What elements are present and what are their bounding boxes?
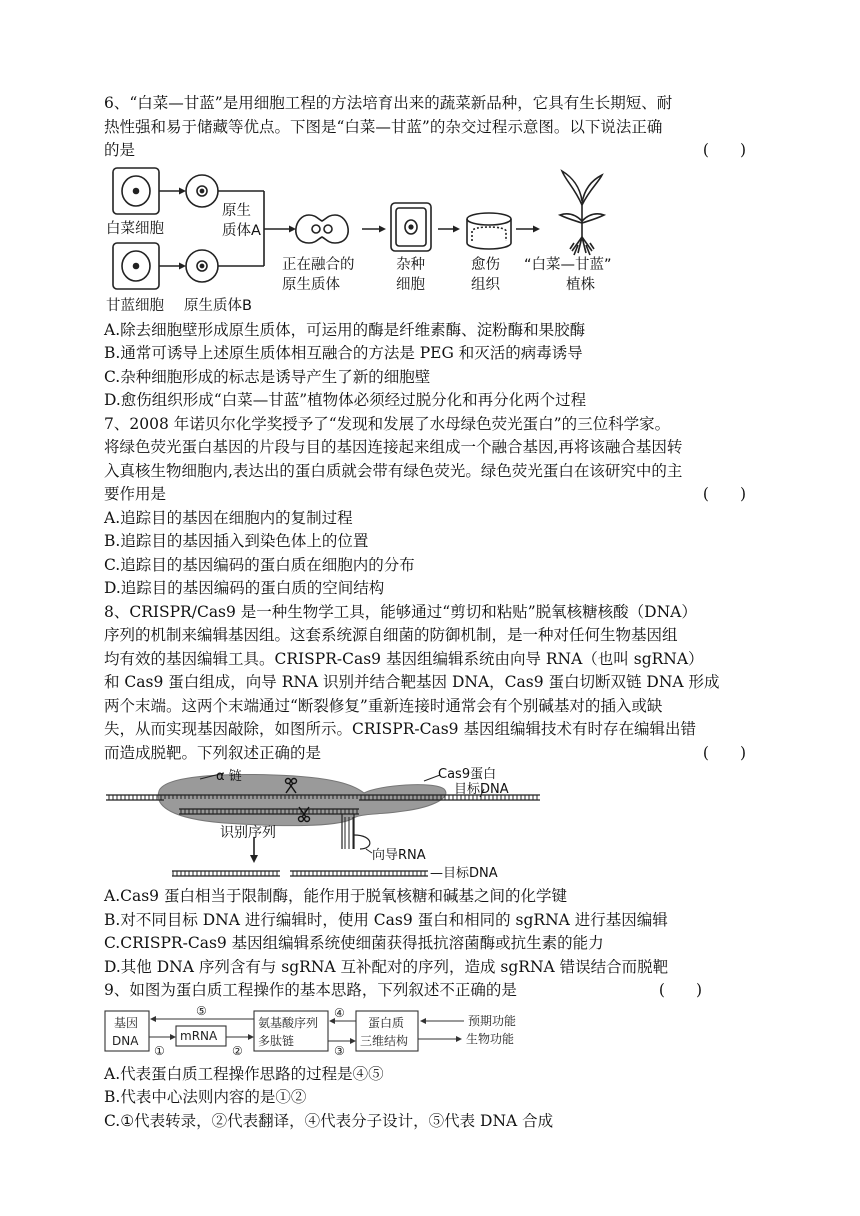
q8-stem-line-5: 两个末端。这两个末端通过“断裂修复”重新连接时通常会有个别碱基对的插入或缺 — [104, 696, 663, 715]
label-cabbage-cell: 白菜细胞 — [106, 220, 164, 237]
q6-stem-line-2: 热性强和易于储藏等优点。下图是“白菜—甘蓝”的杂交过程示意图。以下说法正确 — [104, 117, 663, 136]
label-bio-function: 生物功能 — [466, 1031, 515, 1046]
step-3-label: ③ — [334, 1043, 345, 1058]
question-8 — [104, 601, 754, 980]
q7-answer-blank: ( ) — [702, 485, 746, 503]
q6-stem-line-3 — [104, 139, 754, 163]
q8-option-b: B.对不同目标 DNA 进行编辑时，使用 Cas9 蛋白和相同的 sgRNA 进行基因编辑 — [104, 910, 668, 929]
q8-option-c: C.CRISPR-Cas9 基因组编辑系统使细菌获得抵抗溶菌酶或抗生素的能力 — [104, 934, 604, 952]
label-hybrid-2: 细胞 — [396, 276, 425, 293]
q7-option-b: B.追踪目的基因插入到染色体上的位置 — [104, 532, 369, 550]
q6-option-a: A.除去细胞壁形成原生质体，可运用的酶是纤维素酶、淀粉酶和果胶酶 — [104, 320, 586, 339]
label-target-dna: 目标DNA — [454, 782, 509, 797]
box-protein-1: 蛋白质 — [368, 1015, 405, 1030]
q8-figure-svg — [104, 767, 754, 883]
q9-option-c: C.①代表转录，②代表翻译，④代表分子设计，⑤代表 DNA 合成 — [104, 1111, 554, 1130]
label-callus-1: 愈伤 — [471, 256, 500, 273]
box-aa-2: 多肽链 — [258, 1033, 295, 1048]
label-kale-cell: 甘蓝细胞 — [106, 297, 164, 314]
q9-stem-text: 9、如图为蛋白质工程操作的基本思路，下列叙述不正确的是 — [104, 981, 517, 999]
q6-stem-line-1: 6、“白菜—甘蓝”是用细胞工程的方法培育出来的蔬菜新品种，它具有生长期短、耐 — [104, 94, 673, 112]
q8-stem-line-4: 和 Cas9 蛋白组成，向导 RNA 识别并结合靶基因 DNA，Cas9 蛋白切断双链 DNA 形成 — [104, 673, 720, 691]
q7-stem-line-4 — [104, 483, 754, 507]
q8-stem-line-2: 序列的机制来编辑基因组。这套系统源自细菌的防御机制，是一种对任何生物基因组 — [104, 626, 678, 644]
label-fusing-1: 正在融合的 — [282, 256, 355, 273]
exam-page — [104, 92, 754, 1133]
plant-shape — [560, 171, 604, 255]
label-plant-1: “白菜—甘蓝” — [524, 256, 612, 273]
step-5-label: ⑤ — [196, 1004, 207, 1018]
step-1-label: ① — [154, 1043, 165, 1058]
q6-option-d: D.愈伤组织形成“白菜—甘蓝”植物体必须经过脱分化和再分化两个过程 — [104, 391, 587, 409]
box-gene-1: 基因 — [114, 1015, 139, 1030]
q9-answer-blank: ( ) — [658, 981, 702, 999]
label-cas9: Cas9蛋白 — [438, 767, 497, 782]
box-protein-2: 三维结构 — [360, 1033, 409, 1048]
label-alpha-chain: α 链 — [216, 769, 242, 784]
q8-crispr-figure — [104, 767, 754, 883]
q9-protein-engineering-figure — [104, 1005, 754, 1061]
label-expected-function: 预期功能 — [468, 1013, 517, 1028]
label-recognition: 识别序列 — [220, 825, 276, 841]
callus-dish-shape — [467, 213, 511, 225]
question-9 — [104, 979, 754, 1133]
q7-stem-line-1: 7、2008 年诺贝尔化学奖授予了“发现和发展了水母绿色荧光蛋白”的三位科学家。 — [104, 414, 671, 433]
q8-stem-line-7 — [104, 742, 754, 766]
q8-stem-text: 而造成脱靶。下列叙述正确的是 — [104, 743, 322, 762]
q6-option-b: B.通常可诱导上述原生质体相互融合的方法是 PEG 和灭活的病毒诱导 — [104, 344, 583, 362]
q7-option-a: A.追踪目的基因在细胞内的复制过程 — [104, 508, 353, 527]
label-fusing-2: 原生质体 — [282, 276, 340, 293]
q7-stem-line-3: 入真核生物细胞内,表达出的蛋白质就会带有绿色荧光。绿色荧光蛋白在该研究中的主 — [104, 461, 683, 480]
label-target-dna-2: —目标DNA — [430, 866, 498, 881]
q9-stem-line — [104, 979, 754, 1003]
q8-stem-line-1: 8、CRISPR/Cas9 是一种生物学工具，能够通过“剪切和粘贴”脱氧核糖核酸（DNA） — [104, 602, 697, 621]
q9-figure-svg — [104, 1005, 754, 1061]
q9-option-a: A.代表蛋白质工程操作思路的过程是④⑤ — [104, 1064, 384, 1083]
label-protoplast-b: 原生质体B — [184, 297, 252, 314]
q9-option-b: B.代表中心法则内容的是①② — [104, 1088, 307, 1106]
label-guide-rna: 向导RNA — [372, 848, 426, 863]
q7-option-d: D.追踪目的基因编码的蛋白质的空间结构 — [104, 579, 385, 597]
q7-stem-line-2: 将绿色荧光蛋白基因的片段与目的基因连接起来组成一个融合基因,再将该融合基因转 — [104, 438, 683, 456]
q8-option-a: A.Cas9 蛋白相当于限制酶，能作用于脱氧核糖和碱基之间的化学键 — [104, 887, 567, 905]
fusing-protoplast-shape — [296, 215, 348, 243]
q7-stem-text: 要作用是 — [104, 485, 167, 503]
q6-answer-blank: ( ) — [702, 141, 746, 159]
question-7 — [104, 413, 754, 601]
q7-option-c: C.追踪目的基因编码的蛋白质在细胞内的分布 — [104, 555, 415, 574]
q6-option-c: C.杂种细胞形成的标志是诱导产生了新的细胞壁 — [104, 367, 431, 386]
box-gene-2: DNA — [112, 1033, 139, 1048]
step-4-label: ④ — [334, 1005, 345, 1020]
q8-answer-blank: ( ) — [702, 743, 746, 762]
q6-hybridization-figure — [104, 165, 754, 317]
q8-option-d: D.其他 DNA 序列含有与 sgRNA 互补配对的序列，造成 sgRNA 错误结合而脱靶 — [104, 957, 669, 976]
q6-stem-text: 的是 — [104, 141, 136, 159]
box-mrna: mRNA — [180, 1028, 218, 1043]
box-aa-1: 氨基酸序列 — [258, 1015, 319, 1030]
q6-figure-svg — [104, 165, 754, 317]
q8-stem-line-6: 失，从而实现基因敲除，如图所示。CRISPR-Cas9 基因组编辑技术有时存在编辑出错 — [104, 720, 696, 738]
q8-stem-line-3: 均有效的基因编辑工具。CRISPR-Cas9 基因组编辑系统由向导 RNA（也叫 sgRNA） — [104, 649, 704, 668]
question-6 — [104, 92, 754, 413]
label-protoplast-a-2: 质体A — [222, 222, 261, 239]
label-callus-2: 组织 — [471, 276, 500, 293]
label-plant-2: 植株 — [566, 276, 595, 293]
label-protoplast-a-1: 原生 — [222, 202, 251, 219]
label-hybrid-1: 杂种 — [396, 256, 425, 273]
step-2-label: ② — [232, 1043, 243, 1058]
